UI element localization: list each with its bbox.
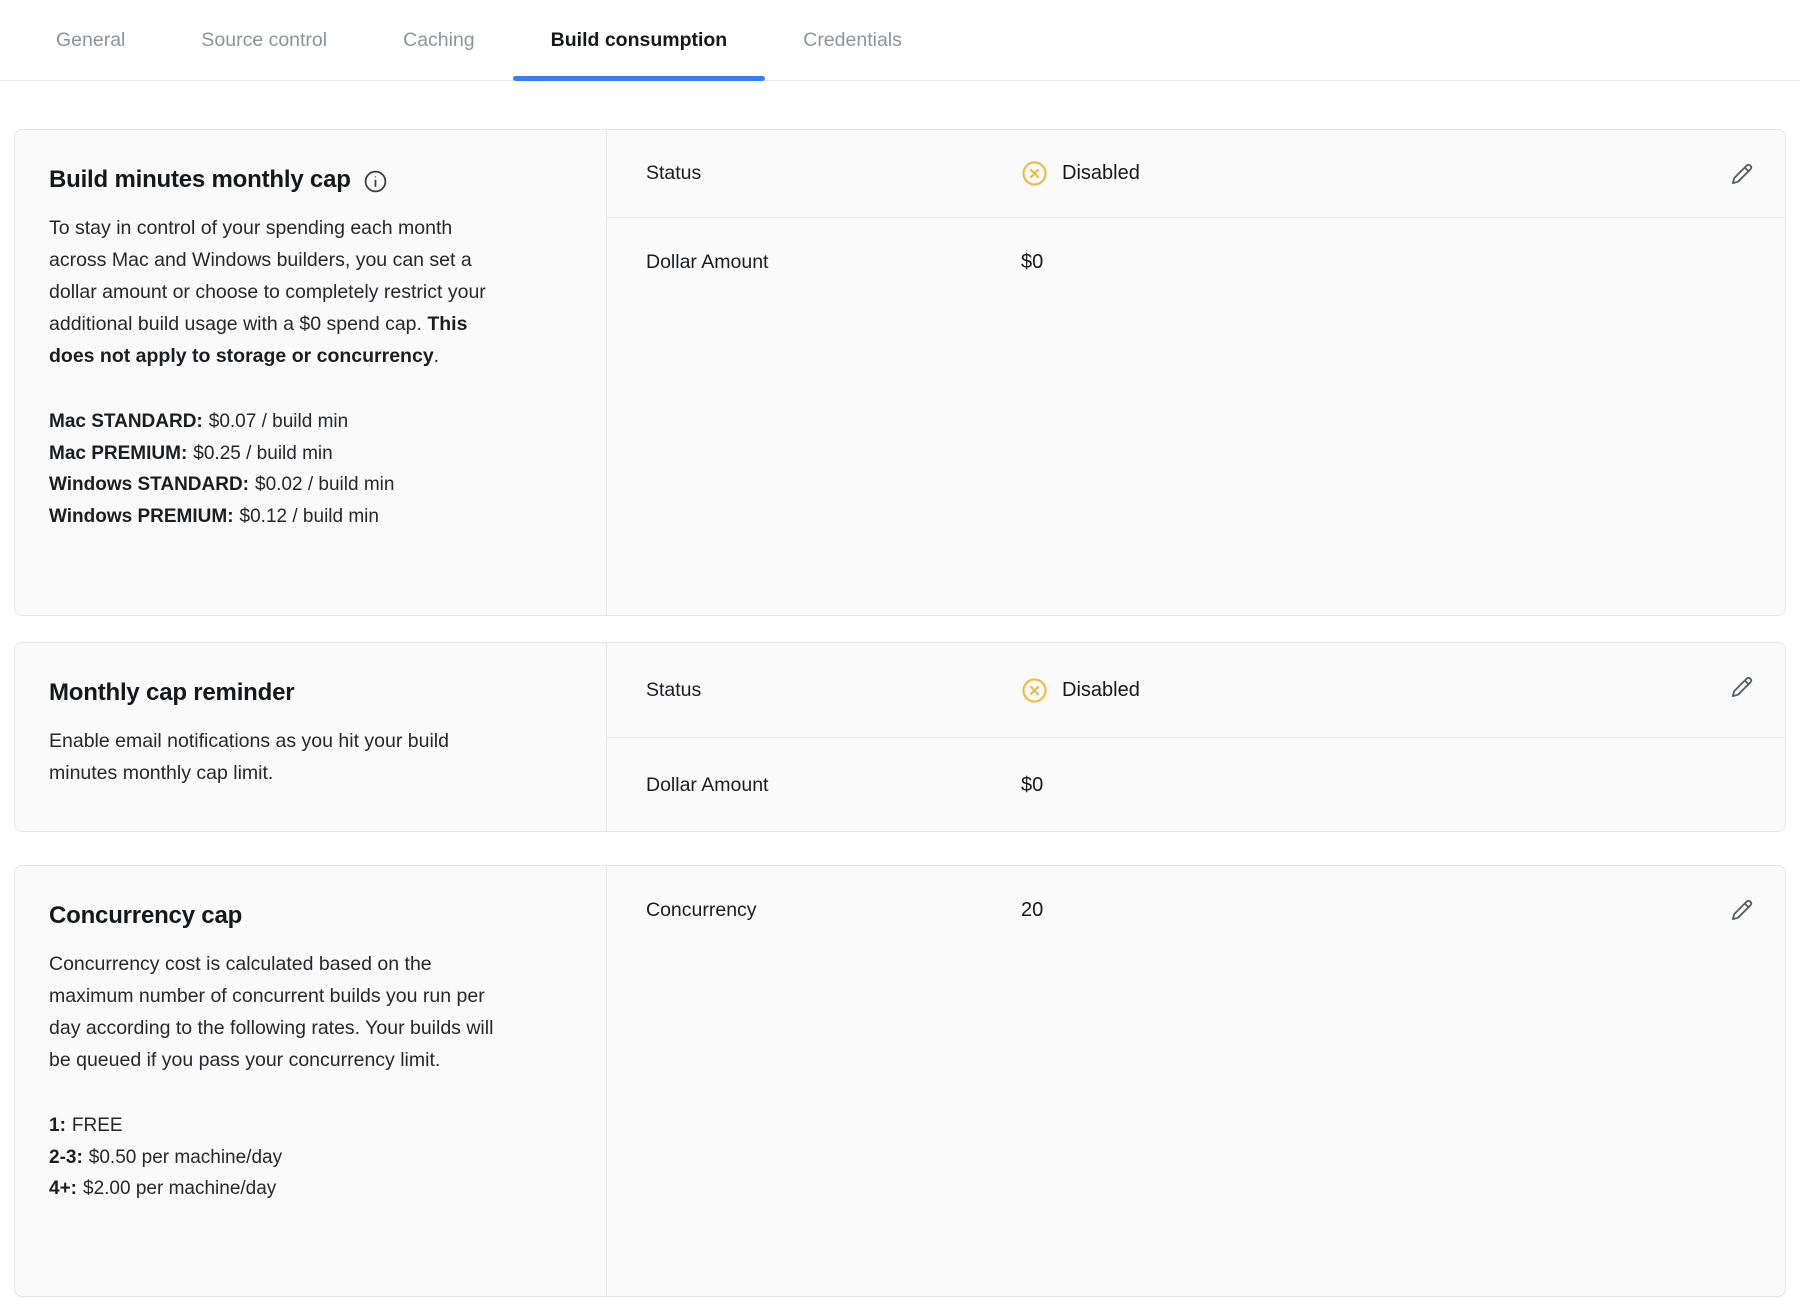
description-text: To stay in control of your spending each month across Mac and Windows builders, you can set a dollar amount or choose to completely restrict your additional build usage with a $0 spend cap.: [49, 217, 486, 335]
build-minutes-cap-values: [607, 130, 1785, 615]
concurrency-row: [607, 866, 1785, 954]
status-row: [607, 130, 1785, 218]
status-value: [1021, 160, 1140, 187]
settings-tabs: [0, 0, 1800, 81]
dollar-amount-value: $0: [1021, 774, 1044, 796]
circle-x-icon: [1021, 677, 1048, 704]
tab-label: General: [56, 28, 126, 51]
card-description: Concurrency cost is calculated based on the maximum number of concurrent builds you run per day according to the following rates. Your builds will be queued if you pass your concurrency limit.: [49, 953, 494, 1071]
edit-button[interactable]: [1728, 897, 1755, 924]
concurrency-value: 20: [1021, 898, 1044, 921]
card-title: [49, 166, 566, 194]
card-title-text: Monthly cap reminder: [49, 679, 295, 706]
tab-label: Source control: [201, 28, 328, 51]
card-title-text: Build minutes monthly cap: [49, 166, 351, 193]
rate-line: 4+: $2.00 per machine/day: [49, 1178, 277, 1199]
build-consumption-panel: [0, 81, 1800, 1297]
card-title: [49, 679, 566, 707]
dollar-amount-value: $0: [1021, 250, 1044, 273]
build-minutes-cap-card: [14, 129, 1786, 616]
card-title: [49, 902, 566, 930]
rate-line: Mac STANDARD: $0.07 / build min: [49, 411, 349, 432]
rate-line: Mac PREMIUM: $0.25 / build min: [49, 442, 333, 464]
edit-button[interactable]: [1728, 674, 1755, 701]
active-tab-underline: [513, 76, 766, 81]
status-row: [607, 643, 1785, 738]
tab-label: Build consumption: [550, 28, 728, 51]
row-label: Dollar Amount: [646, 774, 769, 796]
row-label: Dollar Amount: [646, 250, 769, 273]
rate-line: Windows PREMIUM: $0.12 / build min: [49, 505, 379, 527]
concurrency-cap-info: [15, 866, 607, 1296]
dollar-amount-row: [607, 738, 1785, 832]
circle-x-icon: [1021, 160, 1048, 187]
tab-general[interactable]: [18, 0, 163, 80]
rate-line: 2-3: $0.50 per machine/day: [49, 1146, 283, 1168]
row-label: Status: [646, 162, 702, 184]
build-rates-list: [49, 406, 566, 532]
rate-line: 1: FREE: [49, 1115, 123, 1136]
tab-credentials[interactable]: [765, 0, 940, 80]
tab-caching[interactable]: [365, 0, 513, 80]
dollar-amount-row: [607, 218, 1785, 306]
row-label: Concurrency: [646, 898, 757, 921]
build-minutes-cap-info: [15, 130, 607, 615]
tab-source-control[interactable]: [163, 0, 365, 80]
concurrency-cap-values: [607, 866, 1785, 1296]
card-title-text: Concurrency cap: [49, 902, 243, 929]
rate-line: Windows STANDARD: $0.02 / build min: [49, 474, 395, 495]
status-text: Disabled: [1062, 678, 1140, 701]
status-text: Disabled: [1062, 162, 1140, 184]
description-bold-text: This does not apply to storage or concurrency: [49, 313, 468, 367]
edit-button[interactable]: [1728, 161, 1755, 188]
monthly-cap-reminder-values: [607, 643, 1785, 831]
tab-label: Credentials: [803, 28, 902, 51]
tab-build-consumption[interactable]: [513, 0, 766, 80]
row-label: Status: [646, 678, 702, 701]
tab-label: Caching: [403, 28, 475, 51]
concurrency-rates-list: [49, 1110, 566, 1205]
concurrency-cap-card: [14, 865, 1786, 1297]
card-description: Enable email notifications as you hit your build minutes monthly cap limit.: [49, 730, 449, 784]
card-description: [49, 212, 507, 372]
monthly-cap-reminder-info: [15, 643, 607, 831]
monthly-cap-reminder-card: [14, 642, 1786, 832]
info-icon[interactable]: [363, 169, 388, 194]
status-value: [1021, 677, 1140, 704]
description-period: .: [433, 345, 440, 367]
